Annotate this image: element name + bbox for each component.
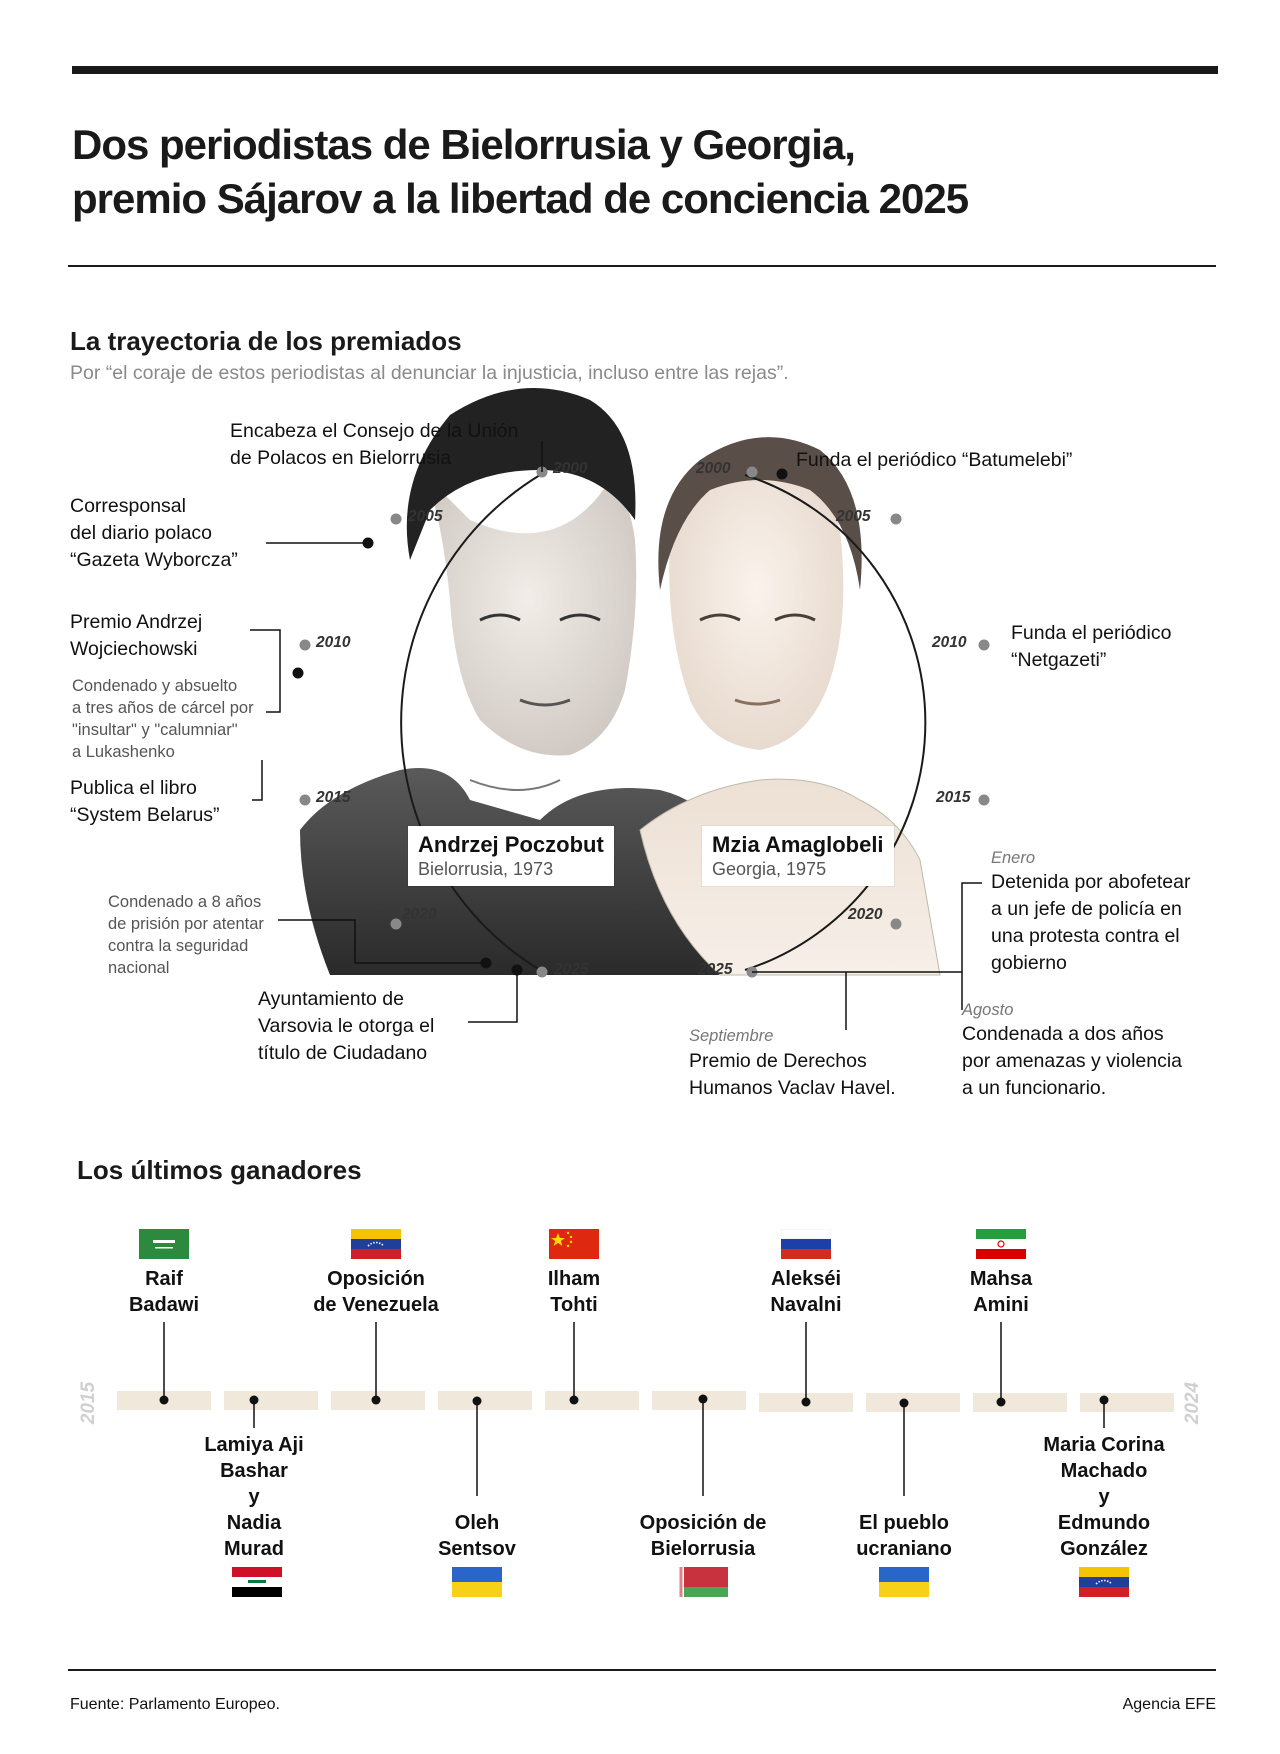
winner-2017-name: Oposición de Venezuela	[313, 1268, 439, 1316]
event-enero-month: Enero	[991, 849, 1036, 867]
event-septiembre: Premio de Derechos Humanos Vaclav Havel.	[689, 1050, 896, 1099]
event-agosto-month: Agosto	[962, 1001, 1014, 1019]
venezuela-flag-icon-2	[1079, 1567, 1129, 1597]
agency-text: Agencia EFE	[1122, 1696, 1216, 1713]
title-line-1: Dos periodistas de Bielorrusia y Georgia,	[72, 121, 855, 168]
andrzej-namecard	[408, 826, 614, 886]
footer-divider	[68, 1669, 1216, 1671]
venezuela-flag-icon	[351, 1229, 401, 1259]
right-year-2015: 2015	[936, 789, 971, 806]
event-consejo: Encabeza el Consejo de la Unión de Polacos en Bielorrusia	[230, 420, 519, 469]
event-corresponsal: Corresponsal del diario polaco “Gazeta Wyborcza”	[70, 495, 238, 571]
winner-2019-name: Ilham Tohti	[547, 1268, 601, 1316]
saudi-arabia-flag-icon	[139, 1229, 189, 1259]
left-year-2015: 2015	[316, 789, 351, 806]
left-year-2025: 2025	[554, 961, 589, 978]
belarus-flag-icon	[678, 1567, 728, 1597]
event-septiembre-month: Septiembre	[689, 1027, 774, 1045]
source-text: Fuente: Parlamento Europeo.	[70, 1696, 280, 1713]
event-condenado-absuelto: Condenado y absuelto a tres años de cárcel por "insultar" y "calumniar" a Lukashenko	[72, 677, 254, 761]
winner-2024-name: Maria Corina Machado y Edmundo González	[1043, 1434, 1165, 1560]
batumelebi-dot	[777, 469, 788, 480]
winner-2016-name: Lamiya Aji Bashar y Nadia Murad	[204, 1434, 304, 1560]
event-agosto: Condenada a dos años por amenazas y violencia a un funcionario.	[962, 1023, 1183, 1099]
winner-2018-name: Oleh Sentsov	[438, 1512, 516, 1560]
event-premio-wojciechowski: Premio Andrzej Wojciechowski	[70, 611, 203, 660]
event-netgazeti: Funda el periódico “Netgazeti”	[1011, 622, 1172, 671]
mzia-namecard	[702, 826, 894, 886]
winner-2022b-name: El pueblo ucraniano	[856, 1512, 952, 1560]
iraq-flag-icon	[232, 1567, 282, 1597]
russia-flag-icon	[781, 1229, 831, 1259]
andrzej-origin: Bielorrusia, 1973	[418, 859, 554, 879]
mzia-name: Mzia Amaglobeli	[712, 832, 884, 857]
left-year-2000: 2000	[553, 460, 588, 477]
timeline-start-year: 2015	[78, 1381, 100, 1425]
event-libro: Publica el libro “System Belarus”	[70, 777, 220, 826]
ukraine-flag-icon	[452, 1567, 502, 1597]
winner-2021-name: Alekséi Navalni	[770, 1268, 842, 1316]
trajectory-subtitle: Por “el coraje de estos periodistas al denunciar la injusticia, incluso entre las rejas”.	[70, 362, 789, 384]
event-varsovia: Ayuntamiento de Varsovia le otorga el título de Ciudadano	[258, 988, 435, 1064]
winner-2020-name: Oposición de Bielorrusia	[639, 1512, 767, 1560]
andrzej-name: Andrzej Poczobut	[418, 832, 604, 857]
winners-heading: Los últimos ganadores	[77, 1155, 362, 1185]
right-year-2005: 2005	[836, 508, 871, 525]
title-line-2: premio Sájarov a la libertad de conciencia 2025	[72, 175, 969, 222]
right-year-2025: 2025	[698, 961, 733, 978]
ukraine-flag-icon-2	[879, 1567, 929, 1597]
left-year-2020: 2020	[402, 906, 437, 923]
left-year-2010: 2010	[316, 634, 351, 651]
winner-2015-name: Raif Badawi	[128, 1268, 200, 1316]
right-year-2010: 2010	[932, 634, 967, 651]
event-batumelebi: Funda el periódico “Batumelebi”	[796, 449, 1073, 471]
mzia-origin: Georgia, 1975	[712, 859, 827, 879]
trajectory-heading: La trayectoria de los premiados	[70, 326, 462, 356]
iran-flag-icon	[976, 1229, 1026, 1259]
china-flag-icon	[549, 1229, 599, 1259]
right-year-2020: 2020	[848, 906, 883, 923]
event-condenado-8: Condenado a 8 años de prisión por atentar contra la seguridad nacional	[108, 893, 264, 977]
event-enero: Detenida por abofetear a un jefe de policía en una protesta contra el gobierno	[991, 871, 1191, 974]
left-year-2005: 2005	[408, 508, 443, 525]
right-year-2000: 2000	[696, 460, 731, 477]
timeline-end-year: 2024	[1182, 1381, 1204, 1425]
winner-2022-name: Mahsa Amini	[969, 1268, 1033, 1316]
